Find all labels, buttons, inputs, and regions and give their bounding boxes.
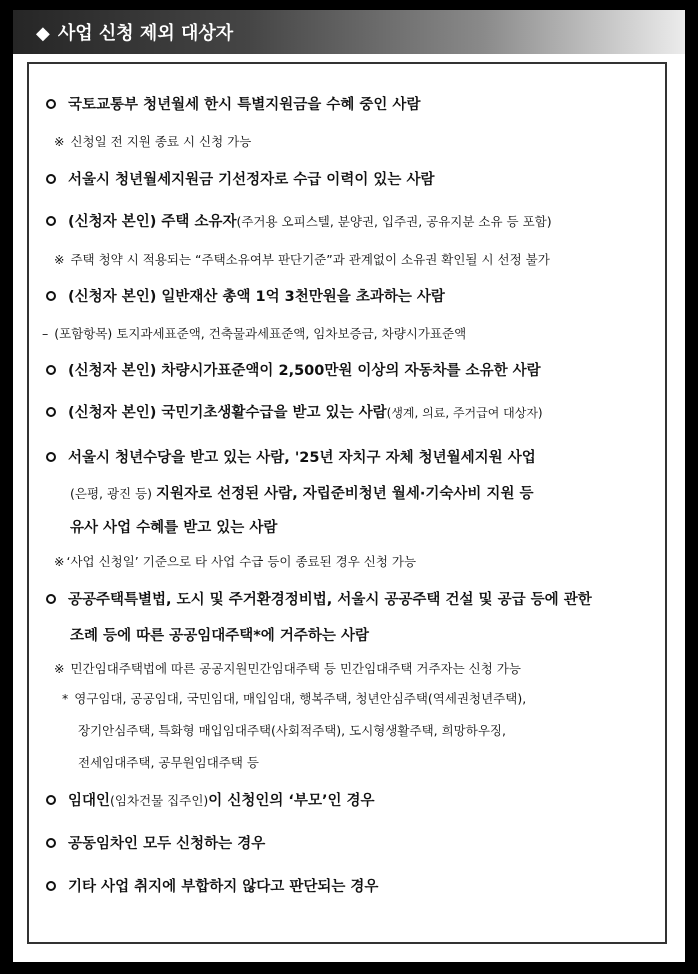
list-item: 서울시 청년월세지원금 기선정자로 수급 이력이 있는 사람 <box>46 170 434 190</box>
circle-bullet-icon <box>46 881 56 891</box>
list-item: (신청자 본인) 일반재산 총액 1억 3천만원을 초과하는 사람 <box>46 287 445 307</box>
circle-bullet-icon <box>46 407 56 417</box>
circle-bullet-icon <box>46 99 56 109</box>
list-item: 기타 사업 취지에 부합하지 않다고 판단되는 경우 <box>46 877 378 897</box>
reference-mark-icon: ※ <box>54 252 65 267</box>
reference-mark-icon: ※ <box>54 134 65 149</box>
asterisk-mark-icon: * <box>62 691 69 706</box>
list-item: (신청자 본인) 주택 소유자(주거용 오피스텔, 분양권, 입주권, 공유지분 소유 등 포함) <box>46 212 552 232</box>
footnote-line: * 영구임대, 공공임대, 국민임대, 매입임대, 행복주택, 청년안심주택(역세권청년주택), <box>62 691 527 706</box>
note-line: ※ 신청일 전 지원 종료 시 신청 가능 <box>54 134 252 149</box>
note-line: ※ 민간임대주택법에 따른 공공지원민간임대주택 등 민간임대주택 거주자는 신청 가능 <box>54 661 521 676</box>
circle-bullet-icon <box>46 291 56 301</box>
list-item: 공동임차인 모두 신청하는 경우 <box>46 834 265 854</box>
note-line: ※ ‘사업 신청일’ 기준으로 타 사업 수급 등이 종료된 경우 신청 가능 <box>54 554 417 569</box>
list-item: 국토교통부 청년월세 한시 특별지원금을 수혜 중인 사람 <box>46 95 420 115</box>
circle-bullet-icon <box>46 174 56 184</box>
list-item-continuation: 유사 사업 수혜를 받고 있는 사람 <box>70 520 278 536</box>
reference-mark-icon: ※ <box>54 661 65 676</box>
dash-mark-icon: – <box>42 326 49 341</box>
note-line: ※ 주택 청약 시 적용되는 “주택소유여부 판단기준”과 관계없이 소유권 확인될 시 선정 불가 <box>54 252 550 267</box>
section-title <box>36 23 233 45</box>
circle-bullet-icon <box>46 795 56 805</box>
footnote-line: 전세임대주택, 공무원임대주택 등 <box>78 755 259 770</box>
list-item: (신청자 본인) 차량시가표준액이 2,500만원 이상의 자동차를 소유한 사람 <box>46 361 541 381</box>
reference-mark-icon: ※ <box>54 554 65 569</box>
list-item: 공공주택특별법, 도시 및 주거환경정비법, 서울시 공공주택 건설 및 공급 등에 관한 <box>46 590 592 610</box>
list-item: 임대인(임차건물 집주인)이 신청인의 ‘부모’인 경우 <box>46 791 375 811</box>
list-item: (신청자 본인) 국민기초생활수급을 받고 있는 사람(생계, 의료, 주거급여 대상자) <box>46 403 543 423</box>
circle-bullet-icon <box>46 594 56 604</box>
footnote-line: 장기안심주택, 특화형 매입임대주택(사회적주택), 도시형생활주택, 희망하우징, <box>78 723 506 738</box>
list-item: 서울시 청년수당을 받고 있는 사람, '25년 자치구 자체 청년월세지원 사업 <box>46 448 536 468</box>
list-item-continuation: (은평, 광진 등) 지원자로 선정된 사람, 자립준비청년 월세·기숙사비 지원 등 <box>70 486 534 502</box>
circle-bullet-icon <box>46 216 56 226</box>
diamond-icon: ◆ <box>36 23 50 44</box>
section-title-text: 사업 신청 제외 대상자 <box>57 23 234 44</box>
circle-bullet-icon <box>46 365 56 375</box>
circle-bullet-icon <box>46 452 56 462</box>
list-item-continuation: 조례 등에 따른 공공임대주택*에 거주하는 사람 <box>70 628 369 644</box>
note-line: – (포함항목) 토지과세표준액, 건축물과세표준액, 임차보증금, 차량시가표준액 <box>42 326 467 341</box>
circle-bullet-icon <box>46 838 56 848</box>
